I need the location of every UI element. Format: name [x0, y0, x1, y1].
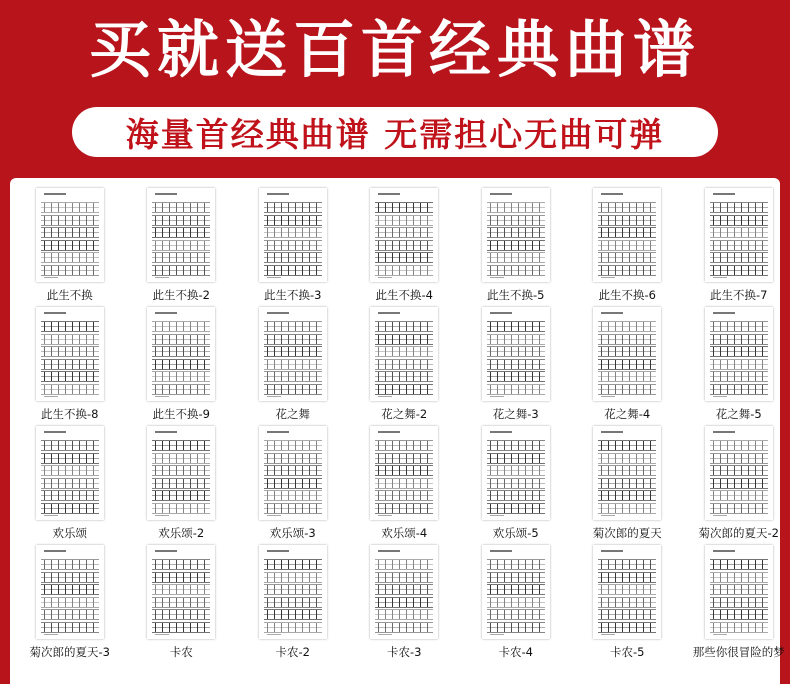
score-item[interactable]	[683, 307, 790, 426]
score-title: 花之舞-2	[381, 407, 428, 421]
sheet-music-thumbnail	[482, 545, 550, 639]
subheadline-pill	[72, 107, 718, 157]
sheet-music-thumbnail	[36, 426, 104, 520]
score-title: 菊次郎的夏天-3	[29, 645, 110, 659]
score-title: 卡农	[169, 645, 193, 659]
score-item[interactable]	[349, 307, 461, 426]
score-item[interactable]	[572, 426, 684, 545]
score-title: 卡农-2	[275, 645, 310, 659]
sheet-music-thumbnail	[593, 545, 661, 639]
score-item[interactable]	[126, 426, 238, 545]
score-title: 欢乐颂-4	[381, 526, 428, 540]
sheet-music-thumbnail	[370, 188, 438, 282]
score-item[interactable]	[237, 426, 349, 545]
score-grid	[14, 188, 790, 664]
sheet-music-thumbnail	[259, 307, 327, 401]
score-item[interactable]	[683, 188, 790, 307]
score-item[interactable]	[572, 188, 684, 307]
score-title: 卡农-4	[498, 645, 533, 659]
score-title: 花之舞-4	[604, 407, 651, 421]
score-item[interactable]	[126, 188, 238, 307]
score-title: 此生不换-5	[487, 288, 545, 302]
sheet-music-thumbnail	[147, 188, 215, 282]
sheet-music-thumbnail	[482, 307, 550, 401]
sheet-music-thumbnail	[593, 307, 661, 401]
score-title: 欢乐颂-3	[269, 526, 316, 540]
sheet-music-thumbnail	[36, 545, 104, 639]
score-item[interactable]	[349, 426, 461, 545]
score-item[interactable]	[237, 307, 349, 426]
sheet-music-thumbnail	[147, 545, 215, 639]
sheet-music-thumbnail	[259, 426, 327, 520]
sheet-music-thumbnail	[705, 545, 773, 639]
score-item[interactable]	[349, 545, 461, 664]
score-item[interactable]	[349, 188, 461, 307]
score-title: 此生不换-4	[375, 288, 433, 302]
sheet-music-thumbnail	[370, 426, 438, 520]
sheet-music-thumbnail	[36, 307, 104, 401]
score-title: 卡农-5	[610, 645, 645, 659]
sheet-music-thumbnail	[593, 426, 661, 520]
score-item[interactable]	[683, 545, 790, 664]
score-item[interactable]	[572, 307, 684, 426]
score-title: 此生不换	[46, 288, 93, 302]
score-title: 此生不换-3	[264, 288, 322, 302]
score-title: 花之舞-5	[715, 407, 762, 421]
score-title: 那些你很冒险的梦	[692, 645, 785, 659]
sheet-music-thumbnail	[259, 188, 327, 282]
sheet-music-thumbnail	[482, 426, 550, 520]
sheet-music-thumbnail	[259, 545, 327, 639]
sheet-music-thumbnail	[705, 307, 773, 401]
score-item[interactable]	[14, 426, 126, 545]
score-title: 花之舞-3	[492, 407, 539, 421]
score-item[interactable]	[460, 545, 572, 664]
headline-banner	[0, 0, 790, 100]
score-title: 卡农-3	[387, 645, 422, 659]
score-panel	[10, 178, 785, 684]
score-item[interactable]	[572, 545, 684, 664]
score-title: 花之舞	[275, 407, 310, 421]
sheet-music-thumbnail	[147, 426, 215, 520]
sheet-music-thumbnail	[147, 307, 215, 401]
score-item[interactable]	[14, 188, 126, 307]
sheet-music-thumbnail	[482, 188, 550, 282]
score-item[interactable]	[460, 307, 572, 426]
score-title: 欢乐颂	[52, 526, 87, 540]
score-item[interactable]	[237, 545, 349, 664]
sheet-music-thumbnail	[705, 188, 773, 282]
sheet-music-thumbnail	[36, 188, 104, 282]
score-item[interactable]	[14, 307, 126, 426]
sheet-music-thumbnail	[705, 426, 773, 520]
sheet-music-thumbnail	[370, 545, 438, 639]
sheet-music-thumbnail	[593, 188, 661, 282]
score-title: 此生不换-9	[152, 407, 210, 421]
score-item[interactable]	[126, 307, 238, 426]
score-item[interactable]	[237, 188, 349, 307]
score-item[interactable]	[460, 426, 572, 545]
score-title: 此生不换-2	[152, 288, 210, 302]
score-item[interactable]	[14, 545, 126, 664]
score-title: 菊次郎的夏天	[592, 526, 662, 540]
headline: 买就送百首经典曲谱	[88, 13, 701, 86]
score-item[interactable]	[683, 426, 790, 545]
sheet-music-thumbnail	[370, 307, 438, 401]
score-title: 此生不换-8	[41, 407, 99, 421]
score-item[interactable]	[126, 545, 238, 664]
score-title: 欢乐颂-5	[492, 526, 539, 540]
score-title: 此生不换-6	[598, 288, 656, 302]
score-item[interactable]	[460, 188, 572, 307]
score-title: 菊次郎的夏天-2	[698, 526, 779, 540]
score-title: 此生不换-7	[710, 288, 768, 302]
score-title: 欢乐颂-2	[158, 526, 205, 540]
subheadline: 海量首经典曲谱 无需担心无曲可弹	[125, 114, 665, 154]
